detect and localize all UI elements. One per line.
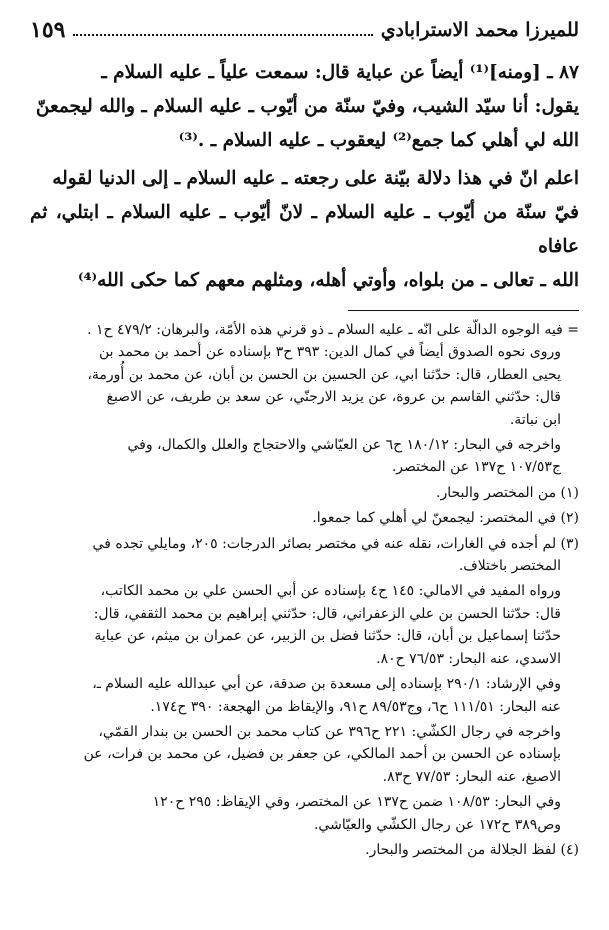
footnote-4 [30, 839, 579, 861]
text-line: الله لي أهلي كما جمع⁽²⁾ ليعقوب ـ عليه السلام ـ .⁽³⁾ [178, 130, 579, 151]
running-title: للميرزا محمد الاسترابادي [380, 19, 579, 41]
footnote-line: عنه البحار: ١١١/٥١ ح٦، وج٨٩/٥٣ ح٩١، والإيقاظ من الهجعة: ٣٩٠ ح١٧٤. [150, 698, 561, 715]
footnote-line: = فيه الوجوه الدالّة على انّه ـ عليه السلام ـ ذو قرني هذه الأمّة، والبرهان: ٤٧٩/٢ ح١ . [87, 322, 579, 338]
footnote-line: قال: حدّثنا الحسن بن علي الزعفراني، قال: حدّثني إبراهيم بن محمد الثقفي، قال: [93, 605, 561, 622]
footnote-line: الاسدي، عنه البحار: ٧٦/٥٣ ح٨٠. [376, 650, 561, 667]
commentary-paragraph [30, 162, 579, 298]
footnote-line: يحيى العطار، قال: حدّثنا ابي، عن الحسين بن الحسن بن أبان، عن محمد بن أُورمة، [87, 366, 561, 383]
footnotes [30, 319, 579, 861]
footnote-3 [30, 533, 579, 578]
footnote-paragraph [30, 434, 579, 479]
footnote-line: وفي البحار: ١٠٨/٥٣ ضمن ح١٣٧ عن المختصر، وفي الإيقاظ: ٢٩٥ ح١٢٠ [152, 794, 561, 811]
text-line: ٨٧ ـ [ومنه]⁽¹⁾ أيضاً عن عباية قال: سمعت علياً ـ عليه السلام ـ [101, 62, 579, 83]
footnote-line: ابن نباتة. [509, 411, 561, 428]
footnote-line: (٢) في المختصر: ليجمعنّ لي أهلي كما جمعوا. [312, 510, 579, 527]
main-text [30, 56, 579, 298]
footnote-line: ورواه المفيد في الامالي: ١٤٥ ح٤ بإسناده عن أبي الحسن علي بن محمد الكاتب، [100, 583, 561, 600]
footnote-line: وفي الإرشاد: ٢٩٠/١ بإسناده إلى مسعدة بن صدقة، عن أبي عبدالله عليه السلام ـ، [92, 676, 561, 693]
footnote-line: وروى نحوه الصدوق أيضاً في كمال الدين: ٣٩٣ ح٣ بإسناده عن أحمد بن محمد بن [98, 344, 561, 361]
footnote-2 [30, 507, 579, 529]
footnote-separator-row [30, 298, 579, 319]
running-header [30, 14, 579, 46]
hadith-paragraph [30, 56, 579, 158]
text-line: الله ـ تعالى ـ من بلواه، وأوتي أهله، ومثلهم معهم كما حكى الله⁽⁴⁾ [77, 270, 579, 291]
footnote-line: بإسناده عن الحسن بن أحمد المالكي، عن جعفر بن فضيل، عن محمد بن فرات، عن [83, 746, 561, 763]
footnote-line: واخرجه في رجال الكشّي: ٢٢١ ح٣٩٦ عن كتاب محمد بن الحسن بن بندار القمّي، [98, 723, 561, 740]
book-page [30, 14, 579, 920]
text-line: اعلم انّ في هذا دلالة بيّنة على رجعته ـ عليه السلام ـ إلى الدنيا لقوله [52, 168, 579, 189]
footnote-continuation [30, 319, 579, 431]
footnote-paragraph [30, 721, 579, 788]
footnote-line: حدّثنا إسماعيل بن أبان، قال: حدّثنا فضل بن الزبير، عن عمران بن ميثم، عن عباية [94, 628, 561, 645]
footnote-line: وص٣٨٩ ح١٧٢ عن رجال الكشّي والعيّاشي. [313, 816, 561, 833]
footnote-line: واخرجه في البحار: ١٨٠/١٢ ح٦ عن العيّاشي والاحتجاج والعلل والكمال، وفي [127, 437, 561, 454]
footnote-paragraph [30, 580, 579, 670]
footnote-line: الاصبغ، عنه البحار: ٧٧/٥٣ ح٨٣. [382, 768, 561, 785]
footnote-line: ج١٠٧/٥٣ ح١٣٧ عن المختصر. [391, 459, 561, 476]
footnote-paragraph [30, 673, 579, 718]
text-line: يقول: أنا سيّد الشيب، وفيّ سنّة من أيّوب ـ عليه السلام ـ والله ليجمعنّ [35, 96, 579, 117]
footnote-separator [348, 310, 579, 311]
footnote-line: (١) من المختصر والبحار. [436, 484, 579, 501]
footnote-paragraph [30, 791, 579, 836]
footnote-line: (٤) لفظ الجلالة من المختصر والبحار. [365, 841, 579, 858]
footnote-line: (٣) لم أجده في الغارات، نقله عنه في مختصر بصائر الدرجات: ٢٠٥، ومايلي تجده في [92, 535, 579, 552]
text-line: فيّ سنّة من أيّوب ـ عليه السلام ـ لانّ أيّوب ـ عليه السلام ـ ابتلي، ثم عافاه [30, 202, 579, 257]
header-dotted-leader [73, 34, 372, 36]
footnote-1 [30, 482, 579, 504]
footnote-line: المختصر باختلاف. [458, 558, 561, 575]
page-number: ١٥٩ [30, 17, 66, 43]
footnote-line: قال: حدّثني القاسم بن عروة، عن يزيد الارجنّي، عن سعد بن طريف، عن الاصبغ [106, 389, 561, 406]
